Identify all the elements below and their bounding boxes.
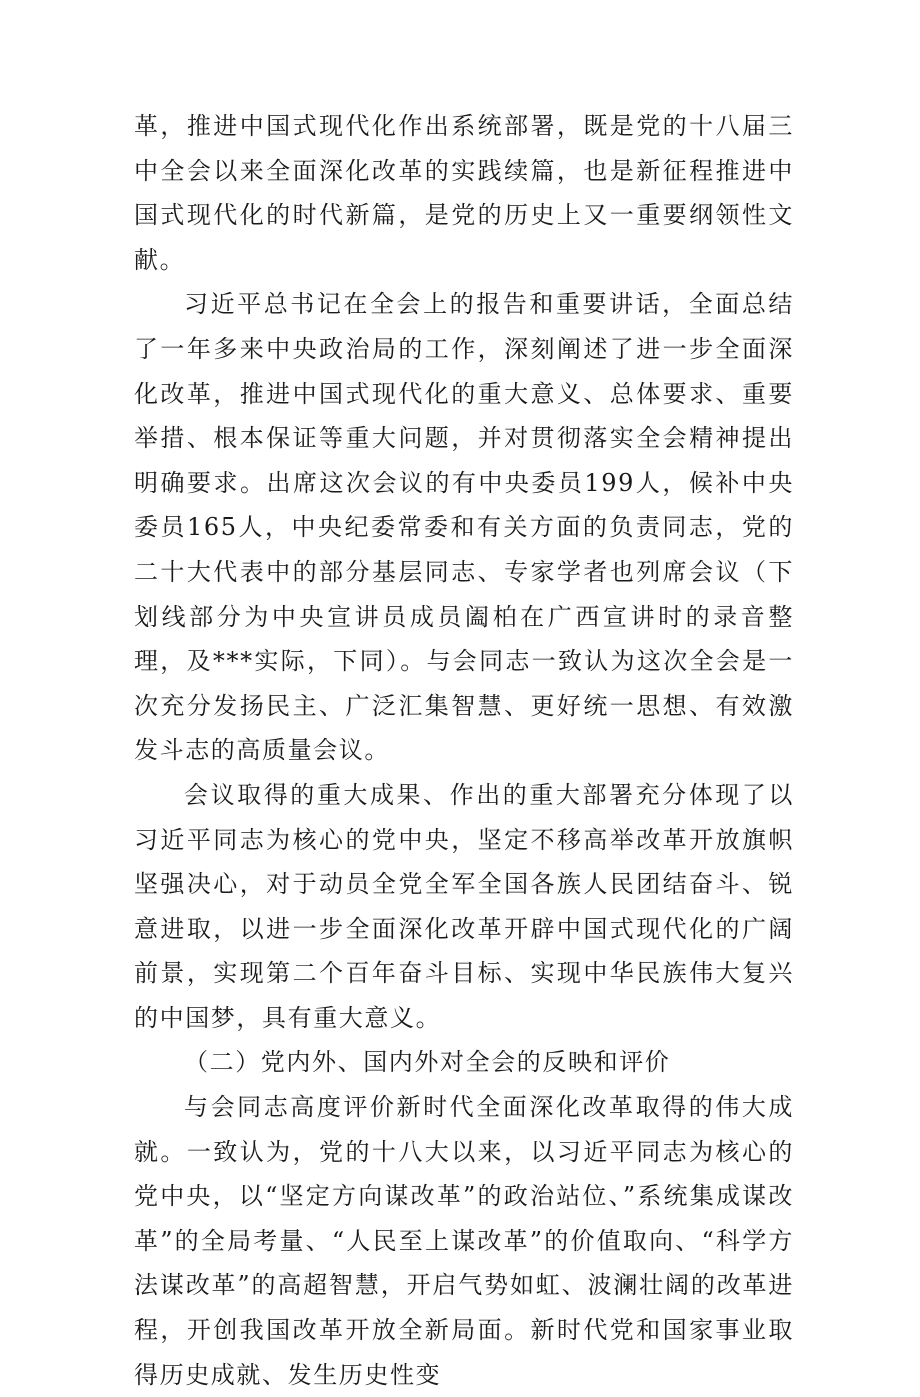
paragraph-evaluation: 与会同志高度评价新时代全面深化改革取得的伟大成就。一致认为，党的十八大以来，以习近平同志为核心的党中央，以“坚定方向谋改革”的政治站位、”系统集成谋改革”的全局考量、“人民至上谋改革”的价值取向、“科学方法谋改革”的高超智慧，开启气势如虹、波澜壮阔的改革进程，开创我国改革开放全新局面。新时代党和国家事业取得历史成就、发生历史性变 bbox=[134, 1093, 794, 1389]
document-body bbox=[134, 104, 794, 1397]
paragraph-report-summary: 习近平总书记在全会上的报告和重要讲话，全面总结了一年多来中央政治局的工作，深刻阐述了进一步全面深化改革，推进中国式现代化的重大意义、总体要求、重要举措、根本保证等重大问题，并对贯彻落实全会精神提出明确要求。出席这次会议的有中央委员199人，候补中央委员165人，中央纪委常委和有关方面的负责同志，党的二十大代表中的部分基层同志、专家学者也列席会议（下划线部分为中央宣讲员成员阖柏在广西宣讲时的录音整理，及***实际，下同）。与会同志一致认为这次全会是一次充分发扬民主、广泛汇集智慧、更好统一思想、有效激发斗志的高质量会议。 bbox=[134, 290, 794, 765]
section-heading: （二）党内外、国内外对全会的反映和评价 bbox=[184, 1048, 671, 1077]
paragraph-significance: 会议取得的重大成果、作出的重大部署充分体现了以习近平同志为核心的党中央，坚定不移高举改革开放旗帜坚强决心，对于动员全党全军全国各族人民团结奋斗、锐意进取，以进一步全面深化改革开辟中国式现代化的广阔前景，实现第二个百年奋斗目标、实现中华民族伟大复兴的中国梦，具有重大意义。 bbox=[134, 780, 794, 1032]
paragraph-continuation: 革，推进中国式现代化作出系统部署，既是党的十八届三中全会以来全面深化改革的实践续篇，也是新征程推进中国式现代化的时代新篇，是党的历史上又一重要纲领性文献。 bbox=[134, 112, 794, 274]
